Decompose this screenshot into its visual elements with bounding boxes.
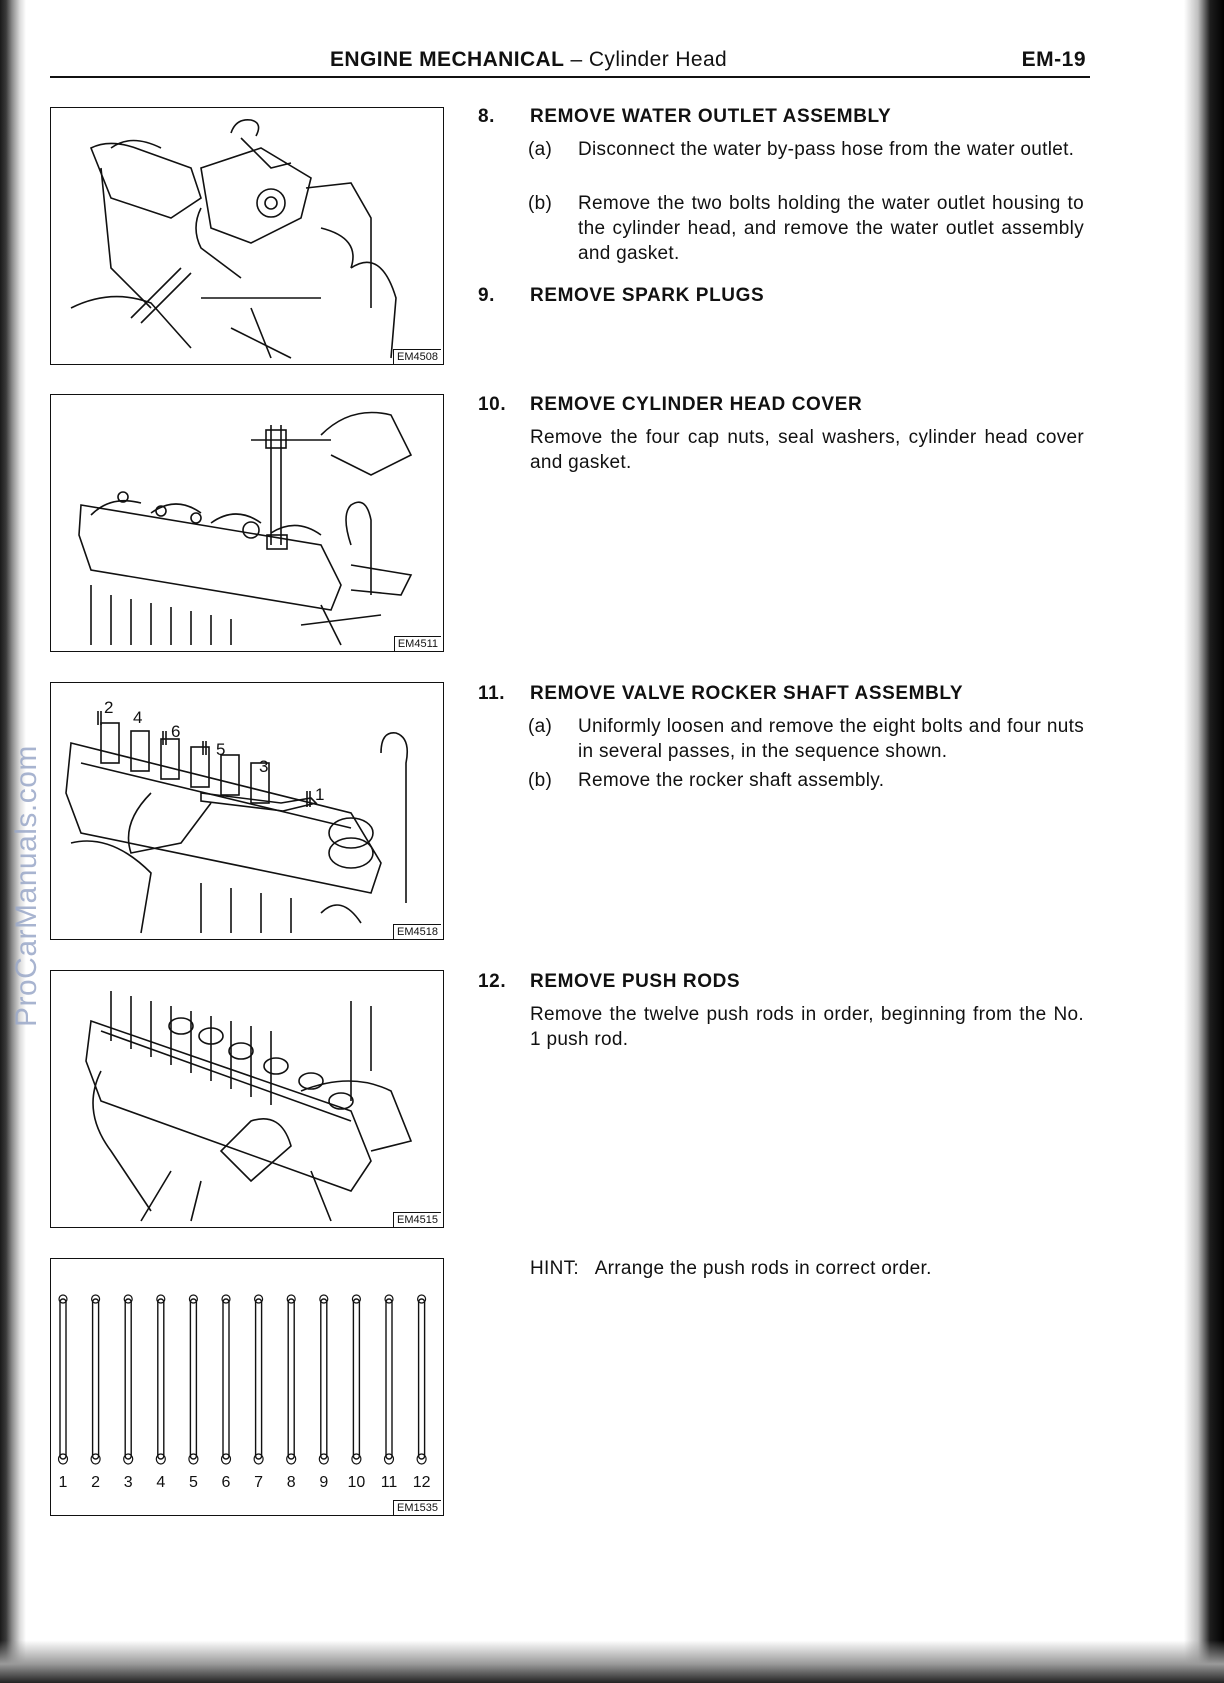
push-rod-5 [189, 1295, 198, 1491]
push-rod-number: 1 [58, 1474, 68, 1491]
step-8-heading [478, 106, 891, 128]
figure-head-cover [50, 394, 444, 652]
page-header [50, 46, 1090, 78]
step-11a [528, 714, 1084, 764]
page-number: EM-19 [1021, 48, 1086, 71]
push-rod-number: 8 [286, 1474, 296, 1491]
item-text: Remove the rocker shaft assembly. [578, 770, 885, 791]
step-8a [528, 137, 1084, 162]
push-rod-number: 9 [319, 1474, 329, 1491]
head-cover-illustration [51, 395, 443, 651]
step-10-heading [478, 394, 862, 416]
bolt-label-2: 2 [104, 698, 114, 717]
step-number: 9. [478, 285, 496, 306]
step-title: REMOVE PUSH RODS [530, 971, 741, 992]
step-11b [528, 768, 1084, 793]
hint-label: HINT: [530, 1258, 579, 1279]
bolt-label-4: 4 [133, 708, 143, 727]
step-title: REMOVE SPARK PLUGS [530, 285, 765, 306]
item-text: Disconnect the water by-pass hose from the water outlet. [578, 139, 1075, 160]
push-rod-10 [348, 1295, 366, 1491]
push-rod-3 [124, 1295, 133, 1491]
step-number: 11. [478, 683, 506, 704]
section-title-rest: – Cylinder Head [564, 48, 728, 71]
step-title: REMOVE VALVE ROCKER SHAFT ASSEMBLY [530, 683, 964, 704]
item-text: Remove the two bolts holding the water outlet housing to the cylinder head, and remove the water outlet assembly and gasket. [578, 193, 1084, 264]
push-rod-number: 10 [347, 1474, 366, 1491]
scan-edge-bottom [0, 1588, 1224, 1683]
push-rod-number: 2 [91, 1474, 101, 1491]
section-title [330, 48, 727, 72]
push-rod-1 [59, 1295, 68, 1491]
step-11-heading [478, 683, 963, 705]
figure-code: EM4511 [394, 636, 441, 651]
rocker-shaft-illustration [51, 683, 443, 939]
figure-rocker-shaft [50, 682, 444, 940]
watermark: ProCarManuals.com [10, 745, 43, 1027]
step-10-text: Remove the four cap nuts, seal washers, cylinder head cover and gasket. [530, 427, 1084, 473]
step-12-heading [478, 971, 740, 993]
bolt-label-5: 5 [216, 740, 226, 759]
figure-code: EM1535 [393, 1500, 441, 1515]
item-label: (b) [528, 770, 553, 791]
figure-water-outlet [50, 107, 444, 365]
item-text: Uniformly loosen and remove the eight bolts and four nuts in several passes, in the sequence shown. [578, 716, 1084, 762]
push-rod-9 [319, 1295, 328, 1491]
hint-text: Arrange the push rods in correct order. [594, 1258, 932, 1279]
step-number: 12. [478, 971, 507, 992]
item-label: (a) [528, 139, 553, 160]
figure-code: EM4508 [393, 349, 441, 364]
push-rod-number: 5 [188, 1474, 198, 1491]
item-label: (a) [528, 716, 553, 737]
figure-code: EM4515 [393, 1212, 441, 1227]
step-9-heading [478, 285, 764, 307]
step-8b [528, 191, 1084, 266]
water-outlet-illustration [51, 108, 443, 364]
step-number: 10. [478, 394, 507, 415]
push-rod-6 [222, 1295, 231, 1491]
push-rod-number: 12 [412, 1474, 431, 1491]
push-rod-4 [156, 1295, 165, 1491]
push-rod-number: 7 [254, 1474, 264, 1491]
step-12-text: Remove the twelve push rods in order, beginning from the No. 1 push rod. [530, 1004, 1084, 1050]
push-rod-number: 3 [123, 1474, 133, 1491]
push-rod-7 [254, 1295, 263, 1491]
item-label: (b) [528, 193, 553, 214]
figure-code: EM4518 [393, 924, 441, 939]
push-rod-number: 11 [380, 1474, 398, 1491]
bolt-label-6: 6 [171, 722, 181, 741]
push-rod-11 [381, 1295, 398, 1491]
scan-edge-right [1184, 0, 1224, 1683]
bolt-label-1: 1 [315, 785, 325, 804]
push-rod-12 [413, 1295, 431, 1491]
hint [530, 1258, 932, 1280]
step-number: 8. [478, 106, 496, 127]
push-rod-row [51, 1259, 443, 1515]
bolt-label-3: 3 [259, 757, 269, 776]
section-title-bold: ENGINE MECHANICAL [330, 48, 565, 71]
push-rod-number: 4 [156, 1474, 166, 1491]
push-rod-2 [91, 1295, 100, 1491]
push-rods-illustration [51, 971, 443, 1227]
push-rod-number: 6 [221, 1474, 231, 1491]
figure-push-rod-order [50, 1258, 444, 1516]
step-title: REMOVE WATER OUTLET ASSEMBLY [530, 106, 892, 127]
step-title: REMOVE CYLINDER HEAD COVER [530, 394, 863, 415]
figure-push-rods [50, 970, 444, 1228]
push-rod-8 [287, 1295, 296, 1491]
